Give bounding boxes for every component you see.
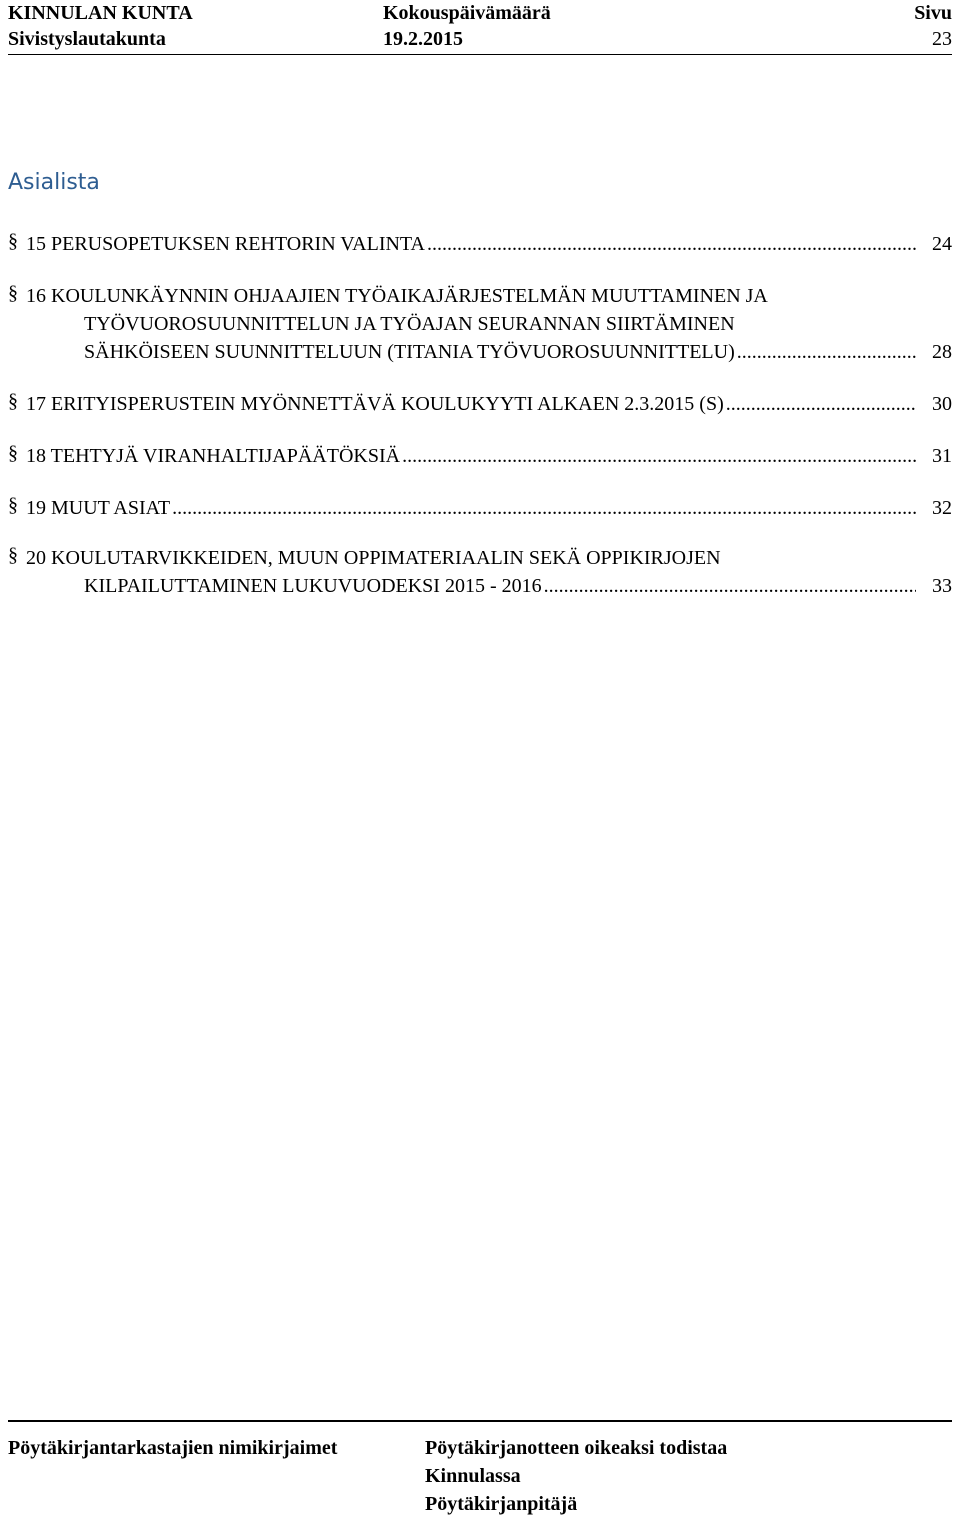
header-row-2 [8, 26, 952, 52]
toc-page-number: 32 [932, 497, 952, 519]
body-name: Sivistyslautakunta [8, 28, 166, 50]
footer-divider [8, 1420, 952, 1422]
header-row-1 [8, 0, 952, 26]
meeting-date: 19.2.2015 [383, 28, 463, 50]
section-symbol: § [8, 282, 18, 304]
toc-page-number: 31 [932, 445, 952, 467]
footer-certification [425, 1434, 727, 1518]
toc-entry[interactable] [8, 544, 952, 600]
toc-page-number: 24 [932, 233, 952, 255]
org-name: KINNULAN KUNTA [8, 2, 193, 24]
footer-place: Kinnulassa [425, 1465, 521, 1487]
dot-leader [402, 442, 916, 470]
dot-leader [172, 494, 916, 522]
dot-leader [427, 230, 916, 258]
toc-page-number: 30 [932, 393, 952, 415]
dot-leader [544, 572, 916, 600]
section-symbol: § [8, 494, 18, 516]
page-header [8, 0, 952, 56]
section-symbol: § [8, 230, 18, 252]
page-number: 23 [932, 28, 952, 50]
dot-leader [737, 338, 916, 366]
toc-entry-text: 19 MUUT ASIAT [26, 497, 171, 519]
footer-secretary: Pöytäkirjanpitäjä [425, 1493, 578, 1515]
page-label: Sivu [914, 2, 952, 24]
toc-entry-text: SÄHKÖISEEN SUUNNITTELUUN (TITANIA TYÖVUOROSUUNNITTELU) [84, 341, 735, 363]
toc-entry[interactable] [8, 494, 952, 522]
toc-entry-text: 16 KOULUNKÄYNNIN OHJAAJIEN TYÖAIKAJÄRJESTELMÄN MUUTTAMINEN JA [26, 285, 768, 307]
toc-entry-text: 15 PERUSOPETUKSEN REHTORIN VALINTA [26, 233, 425, 255]
toc-entry[interactable] [8, 442, 952, 470]
toc-page-number: 28 [932, 341, 952, 363]
toc-entry[interactable] [8, 282, 952, 366]
toc-page-number: 33 [932, 575, 952, 597]
section-symbol: § [8, 544, 18, 566]
toc-entry-text: KILPAILUTTAMINEN LUKUVUODEKSI 2015 - 2016 [84, 575, 542, 597]
toc-entry[interactable] [8, 390, 952, 418]
toc-entry[interactable] [8, 230, 952, 258]
toc-entry-text: 18 TEHTYJÄ VIRANHALTIJAPÄÄTÖKSIÄ [26, 445, 401, 467]
header-divider [8, 54, 952, 55]
toc-title: Asialista [8, 170, 100, 195]
footer-certify-line: Pöytäkirjanotteen oikeaksi todistaa [425, 1437, 728, 1459]
toc-entry-text: TYÖVUOROSUUNNITTELUN JA TYÖAJAN SEURANNAN SIIRTÄMINEN [84, 313, 735, 335]
toc-entry-text: 17 ERITYISPERUSTEIN MYÖNNETTÄVÄ KOULUKYYTI ALKAEN 2.3.2015 (S) [26, 393, 724, 415]
section-symbol: § [8, 442, 18, 464]
dot-leader [726, 390, 916, 418]
footer-initials-label: Pöytäkirjantarkastajien nimikirjaimet [8, 1437, 338, 1459]
section-symbol: § [8, 390, 18, 412]
page-footer [8, 1420, 952, 1515]
toc-entry-text: 20 KOULUTARVIKKEIDEN, MUUN OPPIMATERIAALIN SEKÄ OPPIKIRJOJEN [26, 547, 721, 569]
date-label: Kokouspäivämäärä [383, 2, 551, 24]
